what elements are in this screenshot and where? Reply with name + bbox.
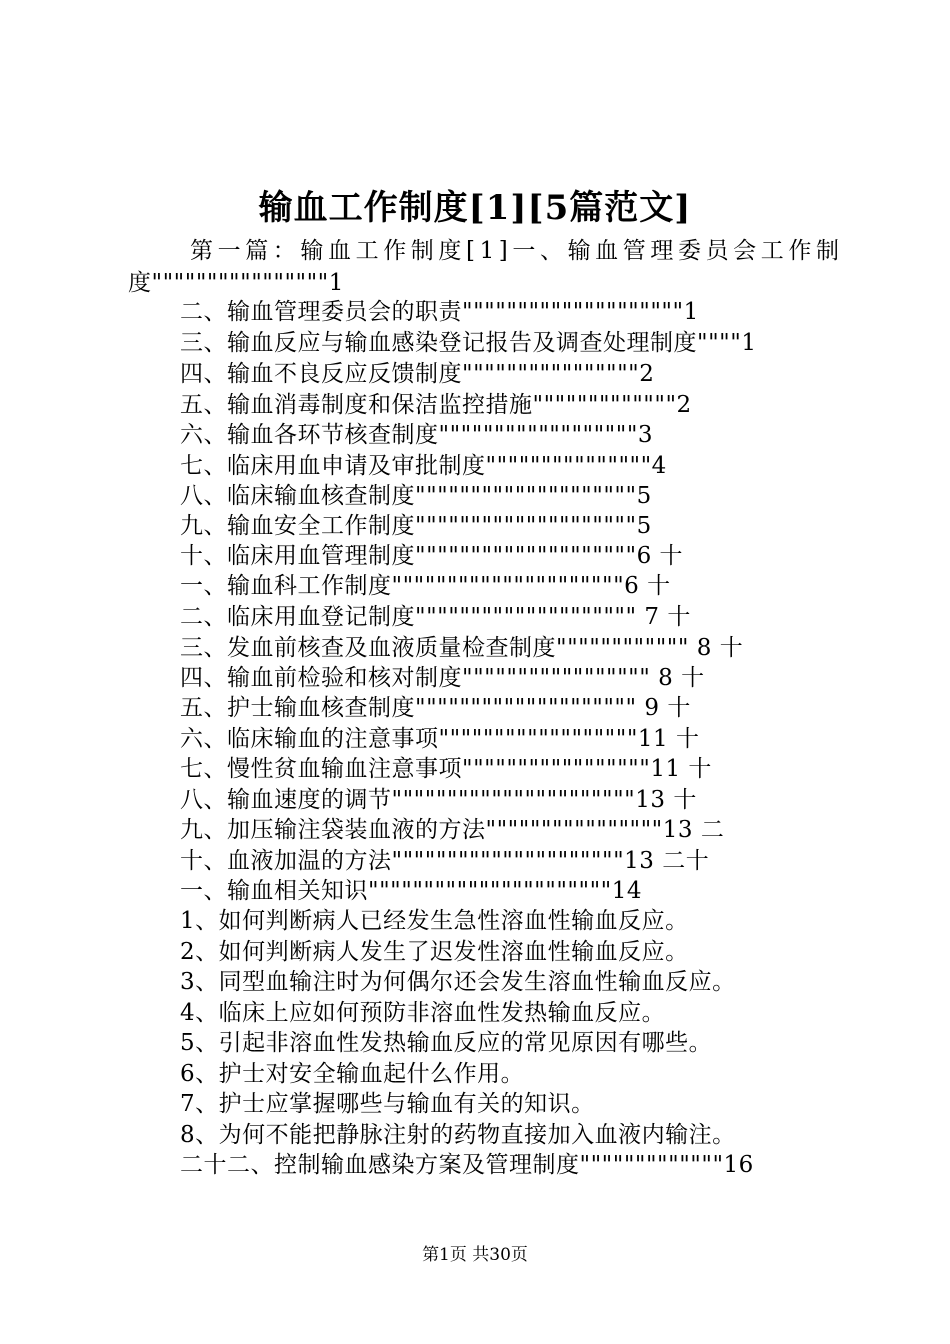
question-line: 6、护士对安全输血起什么作用。	[180, 1061, 525, 1087]
document-title: 输血工作制度[1][5篇范文]	[258, 188, 692, 228]
toc-line: 三、发血前核查及血液质量检查制度"""""""""""" 8 十	[180, 635, 744, 661]
question-line: 8、为何不能把静脉注射的药物直接加入血液内输注。	[180, 1122, 736, 1148]
page-footer: 第1页 共30页	[422, 1245, 528, 1265]
question-line: 3、同型血输注时为何偶尔还会发生溶血性输血反应。	[180, 969, 736, 995]
toc-line: 八、临床输血核查制度""""""""""""""""""""5	[180, 483, 652, 509]
toc-line: 七、慢性贫血输血注意事项"""""""""""""""""11 十	[180, 756, 712, 782]
toc-line: 二、输血管理委员会的职责""""""""""""""""""""1	[180, 299, 699, 325]
toc-line: 九、输血安全工作制度""""""""""""""""""""5	[180, 513, 652, 539]
toc-line: 一、输血相关知识""""""""""""""""""""""14	[180, 878, 643, 904]
question-line: 1、如何判断病人已经发生急性溶血性输血反应。	[180, 908, 689, 934]
toc-line: 二、临床用血登记制度"""""""""""""""""""" 7 十	[180, 604, 691, 630]
question-line: 4、临床上应如何预防非溶血性发热输血反应。	[180, 1000, 666, 1026]
toc-line: 十、血液加温的方法"""""""""""""""""""""13 二十	[180, 848, 710, 874]
toc-line: 七、临床用血申请及审批制度"""""""""""""""4	[180, 453, 667, 479]
toc-line: 五、护士输血核查制度"""""""""""""""""""" 9 十	[180, 695, 691, 721]
toc-line: 四、输血不良反应反馈制度""""""""""""""""2	[180, 361, 655, 387]
toc-line: 一、输血科工作制度"""""""""""""""""""""6 十	[180, 573, 671, 599]
toc-line: 六、输血各环节核查制度""""""""""""""""""3	[180, 422, 654, 448]
toc-line: 八、输血速度的调节""""""""""""""""""""""13 十	[180, 787, 697, 813]
toc-line: 六、临床输血的注意事项""""""""""""""""""11 十	[180, 726, 700, 752]
toc-line: 五、输血消毒制度和保洁监控措施"""""""""""""2	[180, 392, 692, 418]
toc-line: 四、输血前检验和核对制度""""""""""""""""" 8 十	[180, 665, 705, 691]
intro-line: 第一篇：输血工作制度[1]一、输血管理委员会工作制	[190, 238, 844, 264]
toc-line: 十、临床用血管理制度""""""""""""""""""""6 十	[180, 543, 684, 569]
question-line: 5、引起非溶血性发热输血反应的常见原因有哪些。	[180, 1030, 713, 1056]
question-line: 2、如何判断病人发生了迟发性溶血性输血反应。	[180, 939, 689, 965]
toc-line: 二十二、控制输血感染方案及管理制度"""""""""""""16	[180, 1152, 754, 1178]
question-line: 7、护士应掌握哪些与输血有关的知识。	[180, 1091, 595, 1117]
toc-line: 九、加压输注袋装血液的方法""""""""""""""""13 二	[180, 817, 725, 843]
toc-line: 三、输血反应与输血感染登记报告及调查处理制度""""1	[180, 330, 757, 356]
intro-line-continued: 度""""""""""""""""1	[128, 270, 344, 296]
